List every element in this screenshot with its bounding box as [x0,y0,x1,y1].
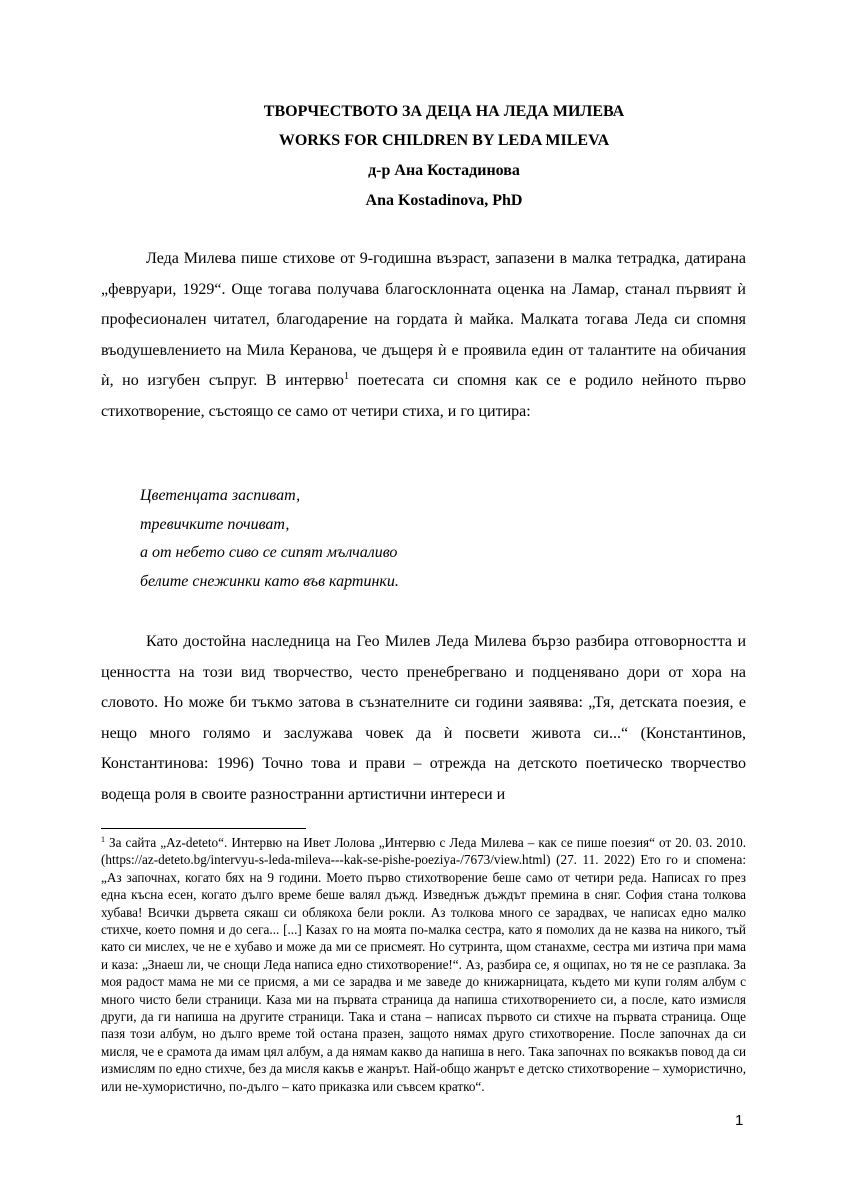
footnote [101,834,746,1095]
title-bulgarian: ТВОРЧЕСТВОТО ЗА ДЕЦА НА ЛЕДА МИЛЕВА [263,103,625,120]
title-english: WORKS FOR CHILDREN BY LEDA MILEVA [278,132,610,149]
page-number: 1 [735,1112,744,1129]
paragraph-intro [101,244,746,428]
footnote-text: За сайта „Az-deteto“. Интервю на Ивет Лолова „Интервю с Леда Милева – как се пише поезия“ от 20. 03. 2010. (https://az-deteto.bg/intervyu-s-leda-mileva---kak-se-pishe-poeziya-/7673/view.html) (27. 11. 2022) Ето го и спомена: „Аз започнах, когато бях на 9 години. Моето първо стихотворение беше само от четири реда. Написах го през една късна есен, когато дълго време беше валял дъжд. Изведнъж дъждът премина в сняг. София стана толкова хубава! Всички дървета сякаш си облякоха бели рокли. Аз толкова много се зарадвах, че написах едно малко стихче, което помня и до сега... [...] Казах го на моята по-малка сестра, като я помолих да не казва на никого, тъй като си мислех, че не е хубаво и може да ми се присмеят. Но сутринта, щом станахме, сестра ми изтича при мама и каза: „Знаеш ли, че снощи Леда написа едно стихотворение!“. Аз, разбира се, я ощипах, но тя не се разплака. За моя радост мама не ми се присмя, а ми се зарадва и ме заведе до книжарницата, където ми купи голям албум с много чисто бели страници. Каза ми на първата страница да напиша стихотворението си, а после, като измисля други, да ги напиша на другите страници. Така и стана – написах първото си стихче на първата страница. Още пазя този албум, но дълго време той остана празен, защото нямах друго стихотворение. После започнах да си мисля, че е срамота да имам цял албум, а да нямам какво да напиша в него. Така започнах по всякакъв повод да си измислям по едно стихче, без да мисля какъв е жанрът. Най-общо жанрът е детско стихотворение – хумористично, или не-хумористично, по-дълго – като приказка или съвсем кратко“. [101,835,746,1094]
footnote-number: 1 [101,835,105,844]
poem-line: белите снежинки като във картинки. [140,573,399,591]
paragraph-heritage: Като достойна наследница на Гео Милев Леда Милева бързо разбира отговорността и ценността на този вид творчество, често пренебрегвано и подценявано дори от хора на словото. Но може би тъкмо затова в съзнателните си години заявява: „Тя, детската поезия, е нещо много голямо и заслужава човек да ѝ посвети живота си...“ (Константинов, Константинова: 1996) Точно това и прави – отрежда на детското поетическо творчество водеща роля в своите разностранни артистични интереси и [101,633,746,803]
poem-line: а от небето сиво се сипят мълчаливо [140,544,398,562]
footnote-separator [101,828,306,829]
poem-quote [140,482,399,597]
poem-line: Цветенцата заспиват, [140,487,301,504]
author-bulgarian: д-р Ана Костадинова [368,162,520,179]
paragraph-intro-text: Леда Милева пише стихове от 9-годишна възраст, запазени в малка тетрадка, датирана „февруари, 1929“. Още тогава получава благосклонната оценка на Ламар, станал първият ѝ професионален читател, благодарение на гордата ѝ майка. Малката тогава Леда си спомня въодушевлението на Мила Керанова, че дъщеря ѝ е проявила един от талантите на обичания ѝ, но изгубен съпруг. В интервю [101,250,746,390]
poem-line: тревичките почиват, [140,515,290,533]
paragraph-intro-text-cont: поетесата си спомня как се е родило нейното първо стихотворение, състоящо се само от четири стиха, и го цитира: [101,372,747,420]
author-english: Ana Kostadinova, PhD [365,192,523,209]
footnote-reference[interactable]: 1 [343,371,349,383]
